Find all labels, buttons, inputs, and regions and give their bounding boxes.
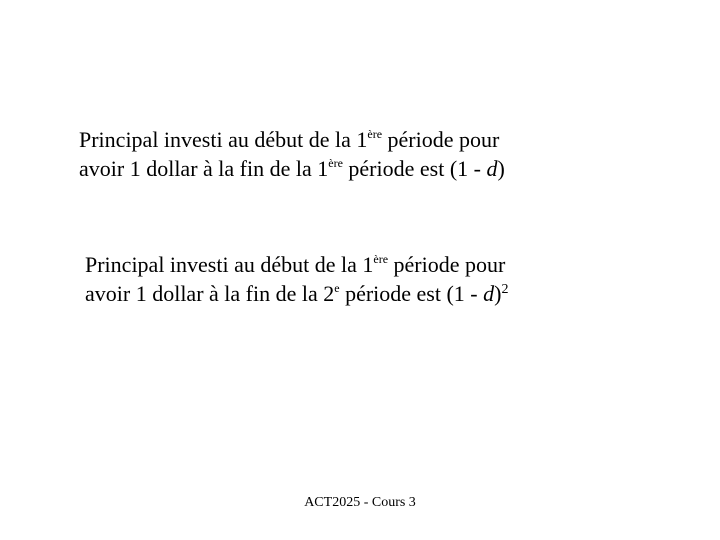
paragraph2-line2 xyxy=(85,279,508,308)
p2-l2-text: avoir 1 dollar à la fin de la 2 xyxy=(85,281,335,306)
p1-l2-var: d xyxy=(486,156,498,181)
footer-course-label: ACT2025 - Cours 3 xyxy=(304,495,416,510)
p1-l1-tail: période pour xyxy=(382,127,500,152)
p2-l1-tail: période pour xyxy=(388,252,506,277)
p2-l2-var: d xyxy=(483,281,495,306)
p2-l1-text: Principal investi au début de la 1 xyxy=(85,252,374,277)
p1-l2-sup: ère xyxy=(328,156,343,170)
p2-l2-middle: période est (1 - xyxy=(339,281,484,306)
paragraph-second-period xyxy=(85,250,508,308)
p2-l1-sup: ère xyxy=(373,252,389,266)
p1-l1-sup: ère xyxy=(367,127,383,141)
paragraph1-line2 xyxy=(79,154,505,183)
p1-l2-middle: période est (1 - xyxy=(342,156,487,181)
paragraph1-line1 xyxy=(79,125,505,154)
p1-l1-text: Principal investi au début de la 1 xyxy=(79,127,368,152)
p1-l2-close: ) xyxy=(497,156,505,181)
p2-l2-sup: e xyxy=(334,281,340,295)
p1-l2-text: avoir 1 dollar à la fin de la 1 xyxy=(79,156,329,181)
p2-l2-close: ) xyxy=(494,281,502,306)
paragraph2-line1 xyxy=(85,250,508,279)
paragraph-first-period xyxy=(79,125,505,183)
p2-l2-exponent: 2 xyxy=(501,282,509,297)
